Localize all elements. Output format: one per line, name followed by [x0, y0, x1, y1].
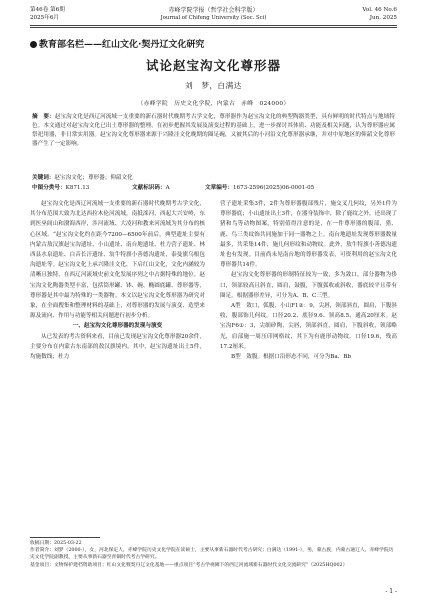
- doc-code: [132, 184, 170, 193]
- footnote-rule: [30, 537, 100, 538]
- header-date-en: Jun. 2025: [369, 15, 397, 21]
- article-number-label: 文章编号：: [205, 185, 233, 191]
- paragraph: A型 敛口，弧腹，小山F1②：9，尖唇，领部斜直，圆肩，下腹斜收，腹部饰几何纹。口径20.2、底径9.6、领高8.5、通高20厘米。赵宝沟F6①：3，尖细矽陶，尖唇，领部斜直，圆肩，下腹斜收，领部略光，肩部施一周压印网格纹，其下为有鹿形动物纹。口径19.6，残高17.2厘米。: [220, 303, 397, 350]
- keywords-label: 关键词：: [32, 175, 55, 181]
- page-number: - 1 -: [385, 588, 397, 595]
- doc-code-label: 文献标识码：: [132, 185, 166, 191]
- clc-label: 中图分类号：: [32, 185, 66, 191]
- header-volume: 第46卷 第6期: [30, 7, 65, 13]
- paragraph: 赵宝沟文化是西辽河流域一支重要的新石器时代晚期考古学文化，其分布范围大致为北达西拉木伦河流域，南抵滦河，西起大兴安岭，东到医巫闾山和渤海西岸，涉河流域、大凌河和教来河流域为其分布的核心区域。“赵宝沟文化约在距今7200—6500年前后，典型遗址主要有内蒙古敖汉旗赵宝沟遗址、小山遗址、南台地遗址、杜力营子遗址、林西县水泉遗址、白音长汗遗址、翁牛特旗小善德沟遗址，泰曼旗乌根包沟遗址等。赵宝沟文化上承兴隆洼文化，下启红山文化，文化内涵较为清晰且独特，在西辽河流域史前文化发展序列之中占据特殊的地位。赵宝沟文化陶器类型丰富，包括筒形罐、钵、碗、椭圆底罐、尊形器等，尊形器是其中最为特殊的一类器物。本文以赵宝沟文化尊形器为研究对象，在全面搜集和整理材料的基础上，对尊形器的发展与演变、造型来源及流向、作用与功能等相关问题进行初步分析。: [30, 201, 205, 320]
- abstract-text: 赵宝沟文化是西辽河流域一支重要的新石器时代晚期考古学文化，尊形器作为赵宝沟文化的典型陶器类型，具有鲜明的时代特点与地域特色。本文通过对赵宝沟文化已出土尊形器的整理，在初步把握其发展及演变过程的基础上，进一步探讨其体质、功能及相关问题，认为尊形器应属祭祀用器，非日常实用器。赵宝沟文化尊形器来源于兴隆洼文化晚期的圈足碗，又被其后的小河沿文化尊形器承继，并对中原地区的仰韶文化尊形器产生了一定影响。: [32, 114, 395, 147]
- clc: [32, 184, 89, 193]
- abstract: [32, 113, 395, 149]
- header-rule: [30, 25, 397, 26]
- header-date: 2025年6月: [30, 15, 59, 21]
- body-right-column: [220, 199, 397, 362]
- keywords: [32, 174, 133, 183]
- header-journal-cn: 赤峰学院学报（哲学社会科学版）: [168, 7, 259, 14]
- section-heading: 一、赵宝沟文化尊形器的发现与演变: [72, 323, 163, 330]
- clc-value: K871.13: [65, 185, 90, 191]
- article-number: [205, 184, 314, 193]
- section-title: 教育部名栏——红山文化·契丹辽文化研究: [39, 40, 205, 50]
- keywords-text: 赵宝沟文化；尊形器；仰韶文化: [54, 175, 133, 181]
- affiliation: （赤峰学院 历史文化学院，内蒙古 赤峰 024000）: [137, 101, 290, 107]
- footnote-funding: 基金项目：文物保护建档资助项目；红山文化暨契丹辽文化基地——重点项目“考古学视阈下的西辽河流域新石器时代文化交流研究”（2025HQ002）: [30, 562, 348, 568]
- article-title: 试论赵宝沟文化尊形器: [145, 58, 281, 73]
- header-rule-2: [30, 27, 397, 28]
- abstract-label: 摘 要：: [32, 114, 55, 120]
- article-number-value: 1673-2596(2025)06-0001-05: [232, 185, 315, 191]
- body-left-column: [30, 199, 205, 362]
- paragraph: 赵宝沟文化尊形器的形制特征较为一致，多为敛口，部分器物为侈口，领部较高且斜直，圆肩，鼓腹，下腹弧收或斜收，器底较平且带有圈足。根据器形差异，可分为A、B、C三型。: [220, 272, 397, 299]
- authors: 刘 梦，白满达: [185, 81, 242, 90]
- paragraph: 从已发表的考古资料来看，目前已发现赵宝沟文化尊形器20余件，主要分布在内蒙古东南部的敖汉旗境内。其中，赵宝沟遗址出土5件，均施数线；杜力: [30, 333, 205, 361]
- bullet-icon: [30, 41, 37, 48]
- footnote-author-bio: 作者简介：刘梦（2000-），女，河北保定人，赤峰学院历史文化学院在读硕士，主要从事新石器时代考古研究；白满达（1991-），男，蒙古族，内蒙古通辽人，赤峰学院历史文化学院副教授，主要从事新石器至青铜时代考古学研究。: [30, 548, 394, 561]
- doc-code-value: A: [165, 185, 170, 191]
- paragraph: 营子遗址采集3件，2件为尊形器腹部残片，施交叉几何纹，另外1件为尊形器底；小山遗址出土3件，在器身装饰中，除了鹿纹之外，还出现了猪和鸟等动物图案，特别值得注意的是，在一件尊形器的腹部，猎、鹿、鸟三类纹饰共同施加于同一器物之上。南台地遗址发现尊形器数量最多，共采集14件，施几何形纹和动物纹。此外，敖牛特旗小善德沟遗址也有发现。目前尚未见南台地的尊形器发表，可资利用的赵宝沟文化尊形器共14件。: [220, 201, 397, 269]
- header-volume-en: Vol. 46 No.6: [362, 7, 397, 13]
- header-journal-en: Journal of Chifeng University (Soc. Sci): [160, 15, 267, 21]
- footnotes: [30, 540, 397, 569]
- footnote-received: 收稿日期：2025-03-22: [30, 541, 82, 546]
- section-banner: [30, 37, 204, 50]
- paragraph: B型 敛腹。根据口沿形态不同，可分为Ba、Bb: [231, 354, 351, 361]
